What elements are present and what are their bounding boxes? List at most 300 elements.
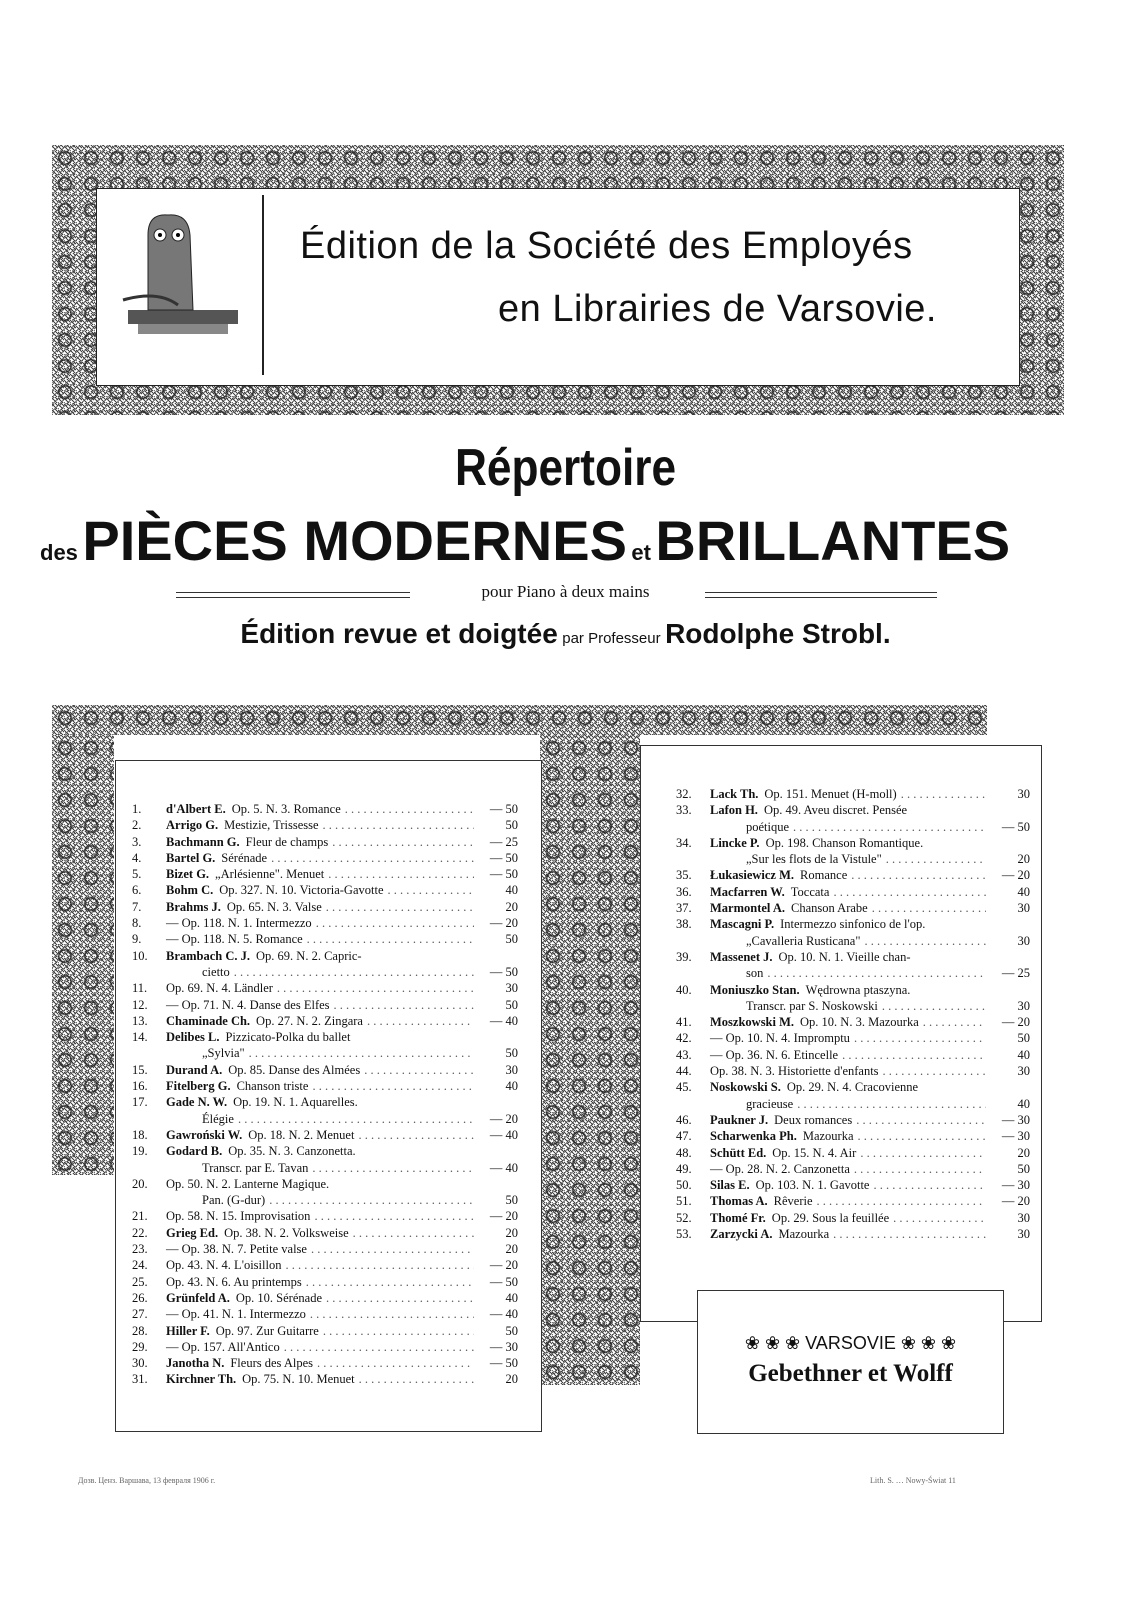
entry-composer: Gawroński W. (166, 1127, 243, 1142)
dot-leader (923, 1014, 986, 1030)
entry-title: Fleur de champs (245, 834, 329, 849)
entry-title: — Op. 157. All'Antico (166, 1339, 280, 1354)
entry-title: Op. 27. N. 2. Zingara (256, 1013, 363, 1028)
entry-price: 30 (1017, 1064, 1030, 1079)
entry-price: 50 (505, 1323, 518, 1338)
catalogue-entry (132, 1290, 518, 1306)
entry-number: 40. (676, 982, 692, 997)
entry-price: — 20 (489, 916, 518, 931)
entry-number: 53. (676, 1227, 692, 1242)
dot-leader (858, 1128, 987, 1144)
catalogue-entry (676, 786, 1030, 802)
left-catalogue-list (132, 801, 518, 1388)
catalogue-entry (132, 1143, 518, 1159)
entry-number: 2. (132, 818, 142, 833)
entry-title: Mazourka (778, 1227, 830, 1242)
entry-number: 16. (132, 1079, 148, 1094)
dot-leader (332, 834, 474, 850)
catalogue-entry (132, 834, 518, 850)
entry-number: 32. (676, 787, 692, 801)
dot-leader (238, 1111, 474, 1127)
entry-title: Rêverie (773, 1194, 813, 1209)
entry-price: — 40 (489, 1307, 518, 1322)
catalogue-entry (132, 850, 518, 866)
entry-title: Op. 5. N. 3. Romance (231, 802, 341, 816)
dot-leader (901, 786, 986, 802)
catalogue-entry (676, 1063, 1030, 1079)
entry-title-continued: gracieuse (746, 1096, 794, 1111)
entry-number: 36. (676, 884, 692, 899)
entry-title: Op. 49. Aveu discret. Pensée (763, 803, 908, 818)
dot-leader (817, 1193, 986, 1209)
catalogue-entry (676, 949, 1030, 965)
entry-price: — 50 (1001, 819, 1030, 834)
entry-composer: Paukner J. (710, 1112, 769, 1127)
entry-number: 37. (676, 901, 692, 916)
entry-title: Pizzicato-Polka du ballet (225, 1030, 351, 1045)
catalogue-entry (132, 1062, 518, 1078)
dot-leader (285, 1257, 474, 1273)
dot-leader (314, 1208, 474, 1224)
catalogue-entry-continuation (676, 933, 1030, 949)
entry-number: 3. (132, 834, 142, 849)
entry-number: 5. (132, 867, 142, 882)
entry-title: Op. 69. N. 2. Capric- (256, 948, 362, 963)
entry-number: 33. (676, 803, 692, 818)
entry-number: 17. (132, 1095, 148, 1110)
entry-title: Op. 69. N. 4. Ländler (166, 981, 273, 996)
entry-price: — 50 (489, 1274, 518, 1289)
entry-composer: Zarzycki A. (710, 1227, 773, 1242)
entry-title: Op. 75. N. 10. Menuet (242, 1372, 355, 1387)
entry-price: — 40 (489, 1160, 518, 1175)
entry-price: — 40 (489, 1013, 518, 1028)
entry-composer: Brahms J. (166, 899, 221, 914)
entry-title: Intermezzo sinfonico de l'op. (780, 917, 926, 932)
entry-composer: Moniuszko Stan. (710, 982, 800, 997)
publisher-city: ❀ ❀ ❀ VARSOVIE ❀ ❀ ❀ (744, 1333, 957, 1353)
entry-title: — Op. 71. N. 4. Danse des Elfes (166, 997, 330, 1012)
entry-title: Op. 43. N. 4. L'oisillon (166, 1258, 282, 1273)
entry-title: Op. 38. N. 2. Volksweise (224, 1225, 349, 1240)
entry-number: 28. (132, 1323, 148, 1338)
entry-title: — Op. 10. N. 4. Impromptu (710, 1031, 850, 1046)
dot-leader (793, 819, 986, 835)
entry-title: Chanson triste (236, 1079, 309, 1094)
entry-price: — 40 (489, 1127, 518, 1142)
catalogue-entry-continuation (676, 1096, 1030, 1112)
edition-credit (0, 618, 1131, 650)
entry-composer: Łukasiewicz M. (710, 868, 795, 883)
entry-number: 11. (132, 981, 148, 996)
entry-price: — 30 (489, 1339, 518, 1354)
catalogue-entry (132, 899, 518, 915)
footer-censor-note: Дозв. Ценз. Варшава, 13 февраля 1906 г. (78, 1476, 216, 1485)
entry-title: Op. 18. N. 2. Menuet (248, 1127, 355, 1142)
title-brillantes: BRILLANTES (655, 509, 1011, 572)
entry-composer: Mascagni P. (710, 917, 775, 932)
dot-leader (833, 884, 986, 900)
catalogue-entry (676, 900, 1030, 916)
editor-name: Rodolphe Strobl. (665, 618, 891, 649)
dot-leader (767, 965, 986, 981)
entry-price: — 50 (489, 850, 518, 865)
entry-title: Wędrowna ptaszyna. (805, 982, 911, 997)
right-catalogue-list (676, 786, 1030, 1242)
catalogue-entry (132, 980, 518, 996)
entry-number: 51. (676, 1194, 692, 1209)
catalogue-left-ornament (52, 735, 114, 1175)
catalogue-entry (132, 1127, 518, 1143)
entry-price: — 20 (1001, 868, 1030, 883)
entry-price: — 50 (489, 802, 518, 816)
dot-leader (323, 817, 474, 833)
dot-leader (873, 1177, 986, 1193)
dot-leader (882, 998, 986, 1014)
entry-composer: Grünfeld A. (166, 1290, 230, 1305)
entry-price: 30 (1017, 1227, 1030, 1242)
entry-composer: Bachmann G. (166, 834, 240, 849)
entry-price: — 50 (489, 1356, 518, 1371)
entry-title: Op. 10. Sérénade (235, 1290, 322, 1305)
catalogue-entry (132, 1225, 518, 1241)
entry-number: 34. (676, 835, 692, 850)
entry-title-continued: Transcr. par E. Tavan (202, 1160, 309, 1175)
entry-title: Op. 85. Danse des Almées (228, 1062, 361, 1077)
dot-leader (326, 899, 474, 915)
entry-title: Op. 38. N. 3. Historiette d'enfants (710, 1064, 879, 1079)
dot-leader (307, 931, 474, 947)
dot-leader (234, 964, 474, 980)
entry-price: — 20 (489, 1209, 518, 1224)
dot-leader (323, 1323, 474, 1339)
catalogue-entry (132, 1094, 518, 1110)
title-des: des (40, 540, 78, 565)
entry-number: 21. (132, 1209, 148, 1224)
entry-composer: Fitelberg G. (166, 1079, 231, 1094)
edition-society-line1: Édition de la Société des Employés (300, 225, 913, 267)
entry-price: 30 (1017, 933, 1030, 948)
catalogue-entry (132, 1323, 518, 1339)
entry-title: — Op. 118. N. 5. Romance (166, 932, 303, 947)
catalogue-entry (676, 1226, 1030, 1242)
entry-title: Op. 29. N. 4. Cracovienne (786, 1080, 919, 1095)
entry-title: Op. 10. N. 1. Vieille chan- (778, 949, 911, 964)
dot-leader (872, 900, 986, 916)
catalogue-entry (132, 948, 518, 964)
entry-title: Toccata (790, 884, 830, 899)
catalogue-entry (132, 1013, 518, 1029)
entry-title: Op. 198. Chanson Romantique. (765, 835, 924, 850)
entry-price: 50 (1017, 1161, 1030, 1176)
entry-number: 42. (676, 1031, 692, 1046)
catalogue-entry-continuation (676, 851, 1030, 867)
entry-composer: Thomas A. (710, 1194, 768, 1209)
entry-price: 30 (505, 981, 518, 996)
entry-price: 50 (505, 932, 518, 947)
publisher-name: Gebethner et Wolff (748, 1360, 953, 1387)
dot-leader (310, 1306, 474, 1322)
entry-composer: d'Albert E. (166, 802, 226, 816)
title-et: et (631, 540, 651, 565)
entry-number: 14. (132, 1030, 148, 1045)
entry-composer: Janotha N. (166, 1356, 225, 1371)
catalogue-entry (676, 1047, 1030, 1063)
entry-composer: Durand A. (166, 1062, 223, 1077)
entry-number: 47. (676, 1129, 692, 1144)
dot-leader (334, 997, 474, 1013)
entry-composer: Chaminade Ch. (166, 1013, 251, 1028)
entry-price: — 50 (489, 867, 518, 882)
entry-title-continued: „Sur les flots de la Vistule" (746, 852, 882, 867)
entry-price: 40 (505, 883, 518, 898)
entry-number: 52. (676, 1210, 692, 1225)
entry-price: 30 (1017, 901, 1030, 916)
entry-composer: Schütt Ed. (710, 1145, 767, 1160)
edition-revue: Édition revue et doigtée (240, 618, 558, 649)
catalogue-entry (132, 801, 518, 817)
catalogue-entry (676, 867, 1030, 883)
entry-number: 18. (132, 1127, 148, 1142)
entry-price: — 30 (1001, 1178, 1030, 1193)
catalogue-entry-continuation (132, 1045, 518, 1061)
entry-composer: Marmontel A. (710, 901, 785, 916)
entry-composer: Macfarren W. (710, 884, 785, 899)
entry-composer: Grieg Ed. (166, 1225, 219, 1240)
dot-leader (353, 1225, 474, 1241)
dot-leader (312, 1078, 474, 1094)
dot-leader (316, 915, 474, 931)
entry-number: 50. (676, 1178, 692, 1193)
publisher-box (697, 1290, 1004, 1434)
entry-title: Op. 15. N. 4. Air (772, 1145, 857, 1160)
entry-title: Op. 58. N. 15. Improvisation (166, 1209, 311, 1224)
entry-title: Sérénade (221, 850, 268, 865)
par-professeur: par Professeur (562, 630, 661, 647)
dot-leader (328, 866, 474, 882)
catalogue-entry (132, 1078, 518, 1094)
entry-price: 20 (1017, 1145, 1030, 1160)
entry-title: Op. 103. N. 1. Gavotte (755, 1178, 870, 1193)
entry-number: 46. (676, 1112, 692, 1127)
edition-society-line2: en Librairies de Varsovie. (498, 288, 937, 330)
catalogue-entry (676, 982, 1030, 998)
footer-printer-note: Lith. S. … Nowy-Świat 11 (870, 1476, 956, 1485)
entry-composer: Brambach C. J. (166, 948, 251, 963)
entry-title: Op. 43. N. 6. Au printemps (166, 1274, 302, 1289)
catalogue-entry (132, 882, 518, 898)
catalogue-entry (676, 802, 1030, 818)
entry-number: 30. (132, 1356, 148, 1371)
dot-leader (317, 1355, 474, 1371)
catalogue-entry (132, 866, 518, 882)
entry-price: — 25 (489, 834, 518, 849)
dot-leader (842, 1047, 986, 1063)
entry-price: 50 (505, 1046, 518, 1061)
catalogue-entry (132, 1176, 518, 1192)
header-divider (262, 195, 264, 375)
entry-price: 20 (505, 1372, 518, 1387)
entry-number: 49. (676, 1161, 692, 1176)
entry-price: — 30 (1001, 1129, 1030, 1144)
entry-composer: Arrigo G. (166, 818, 219, 833)
entry-number: 38. (676, 917, 692, 932)
catalogue-entry (132, 931, 518, 947)
entry-number: 1. (132, 802, 142, 816)
entry-number: 26. (132, 1290, 148, 1305)
catalogue-entry-continuation (132, 964, 518, 980)
catalogue-entry (676, 1193, 1030, 1209)
entry-number: 13. (132, 1013, 148, 1028)
title-pieces (40, 508, 1080, 573)
entry-title: Op. 35. N. 3. Canzonetta. (228, 1144, 356, 1159)
entry-number: 9. (132, 932, 142, 947)
catalogue-entry (676, 1145, 1030, 1161)
entry-title: — Op. 36. N. 6. Etincelle (710, 1047, 839, 1062)
catalogue-entry (132, 1257, 518, 1273)
catalogue-entry (132, 915, 518, 931)
catalogue-entry-continuation (676, 819, 1030, 835)
entry-title: — Op. 118. N. 1. Intermezzo (166, 916, 312, 931)
entry-title-continued: Pan. (G-dur) (202, 1193, 266, 1208)
entry-number: 41. (676, 1015, 692, 1030)
entry-title: — Op. 38. N. 7. Petite valse (166, 1242, 307, 1257)
entry-number: 44. (676, 1064, 692, 1079)
entry-composer: Bohm C. (166, 883, 214, 898)
catalogue-entry (676, 1128, 1030, 1144)
entry-price: — 20 (1001, 1194, 1030, 1209)
entry-composer: Lafon H. (710, 803, 758, 818)
dot-leader (367, 1013, 474, 1029)
catalogue-entry (132, 1371, 518, 1387)
entry-price: 40 (505, 1290, 518, 1305)
entry-price: — 20 (1001, 1015, 1030, 1030)
entry-number: 24. (132, 1258, 148, 1273)
entry-number: 31. (132, 1372, 148, 1387)
entry-number: 10. (132, 948, 148, 963)
catalogue-entry (132, 817, 518, 833)
entry-title: — Op. 28. N. 2. Canzonetta (710, 1161, 850, 1176)
entry-number: 27. (132, 1307, 148, 1322)
dot-leader (364, 1062, 474, 1078)
dot-leader (388, 882, 475, 898)
entry-number: 15. (132, 1062, 148, 1077)
catalogue-entry (132, 1241, 518, 1257)
dot-leader (345, 801, 474, 817)
entry-number: 25. (132, 1274, 148, 1289)
entry-title: Mestizie, Trissesse (224, 818, 319, 833)
catalogue-middle-ornament (540, 735, 640, 1385)
dot-leader (311, 1241, 474, 1257)
catalogue-entry (676, 1177, 1030, 1193)
catalogue-entry (132, 1029, 518, 1045)
title-repertoire: Répertoire (454, 439, 677, 497)
entry-title-continued: Élégie (202, 1111, 234, 1126)
entry-price: 40 (1017, 1096, 1030, 1111)
entry-composer: Delibes L. (166, 1030, 220, 1045)
entry-number: 22. (132, 1225, 148, 1240)
entry-composer: Bartel G. (166, 850, 216, 865)
entry-title: Op. 327. N. 10. Victoria-Gavotte (219, 883, 384, 898)
dot-leader (249, 1045, 474, 1061)
subtitle: pour Piano à deux mains (481, 582, 650, 601)
dot-leader (359, 1371, 474, 1387)
entry-title: Fleurs des Alpes (230, 1356, 313, 1371)
entry-price: 30 (505, 1062, 518, 1077)
entry-number: 20. (132, 1176, 148, 1191)
catalogue-ornamental-border (52, 705, 987, 735)
entry-title-continued: „Cavalleria Rusticana" (746, 933, 861, 948)
entry-title-continued: cietto (202, 964, 230, 979)
title-pieces-modernes: PIÈCES MODERNES (82, 509, 627, 572)
dot-leader (326, 1290, 474, 1306)
dot-leader (277, 980, 474, 996)
entry-title: — Op. 41. N. 1. Intermezzo (166, 1307, 306, 1322)
entry-composer: Silas E. (710, 1178, 750, 1193)
dot-leader (797, 1096, 986, 1112)
entry-price: 20 (1017, 852, 1030, 867)
entry-title: Op. 29. Sous la feuillée (771, 1210, 890, 1225)
catalogue-entry (676, 1112, 1030, 1128)
dot-leader (833, 1226, 986, 1242)
entry-title: Op. 97. Zur Guitarre (215, 1323, 319, 1338)
entry-title: Op. 151. Menuet (H-moll) (764, 787, 897, 801)
dot-leader (358, 1127, 474, 1143)
entry-composer: Lincke P. (710, 835, 760, 850)
catalogue-entry (676, 835, 1030, 851)
entry-number: 12. (132, 997, 148, 1012)
entry-title: Op. 50. N. 2. Lanterne Magique. (166, 1176, 330, 1191)
catalogue-entry (132, 1339, 518, 1355)
catalogue-entry (132, 1355, 518, 1371)
entry-composer: Godard B. (166, 1144, 223, 1159)
entry-number: 8. (132, 916, 142, 931)
catalogue-entry (676, 884, 1030, 900)
entry-price: 20 (505, 1225, 518, 1240)
entry-composer: Bizet G. (166, 867, 210, 882)
entry-number: 45. (676, 1080, 692, 1095)
entry-composer: Gade N. W. (166, 1095, 228, 1110)
entry-title: Op. 19. N. 1. Aquarelles. (233, 1095, 358, 1110)
entry-price: — 20 (489, 1258, 518, 1273)
entry-price: 50 (505, 997, 518, 1012)
entry-price: 30 (1017, 998, 1030, 1013)
entry-price: — 25 (1001, 966, 1030, 981)
entry-number: 39. (676, 949, 692, 964)
entry-composer: Lack Th. (710, 787, 759, 801)
entry-composer: Kirchner Th. (166, 1372, 237, 1387)
entry-price: 40 (1017, 1047, 1030, 1062)
entry-number: 7. (132, 899, 142, 914)
dot-leader (854, 1030, 986, 1046)
dot-leader (886, 851, 986, 867)
dot-leader (269, 1192, 474, 1208)
entry-title: Op. 65. N. 3. Valse (226, 899, 322, 914)
catalogue-entry-continuation (132, 1192, 518, 1208)
dot-leader (860, 1145, 986, 1161)
entry-title: Deux romances (774, 1112, 853, 1127)
dot-leader (856, 1112, 986, 1128)
entry-price: 50 (1017, 1031, 1030, 1046)
entry-composer: Moszkowski M. (710, 1015, 795, 1030)
entry-number: 6. (132, 883, 142, 898)
entry-title-continued: Transcr. par S. Noskowski (746, 998, 878, 1013)
catalogue-entry (132, 1208, 518, 1224)
entry-number: 23. (132, 1242, 148, 1257)
entry-price: 20 (505, 1242, 518, 1257)
entry-number: 4. (132, 850, 142, 865)
dot-leader (312, 1160, 474, 1176)
